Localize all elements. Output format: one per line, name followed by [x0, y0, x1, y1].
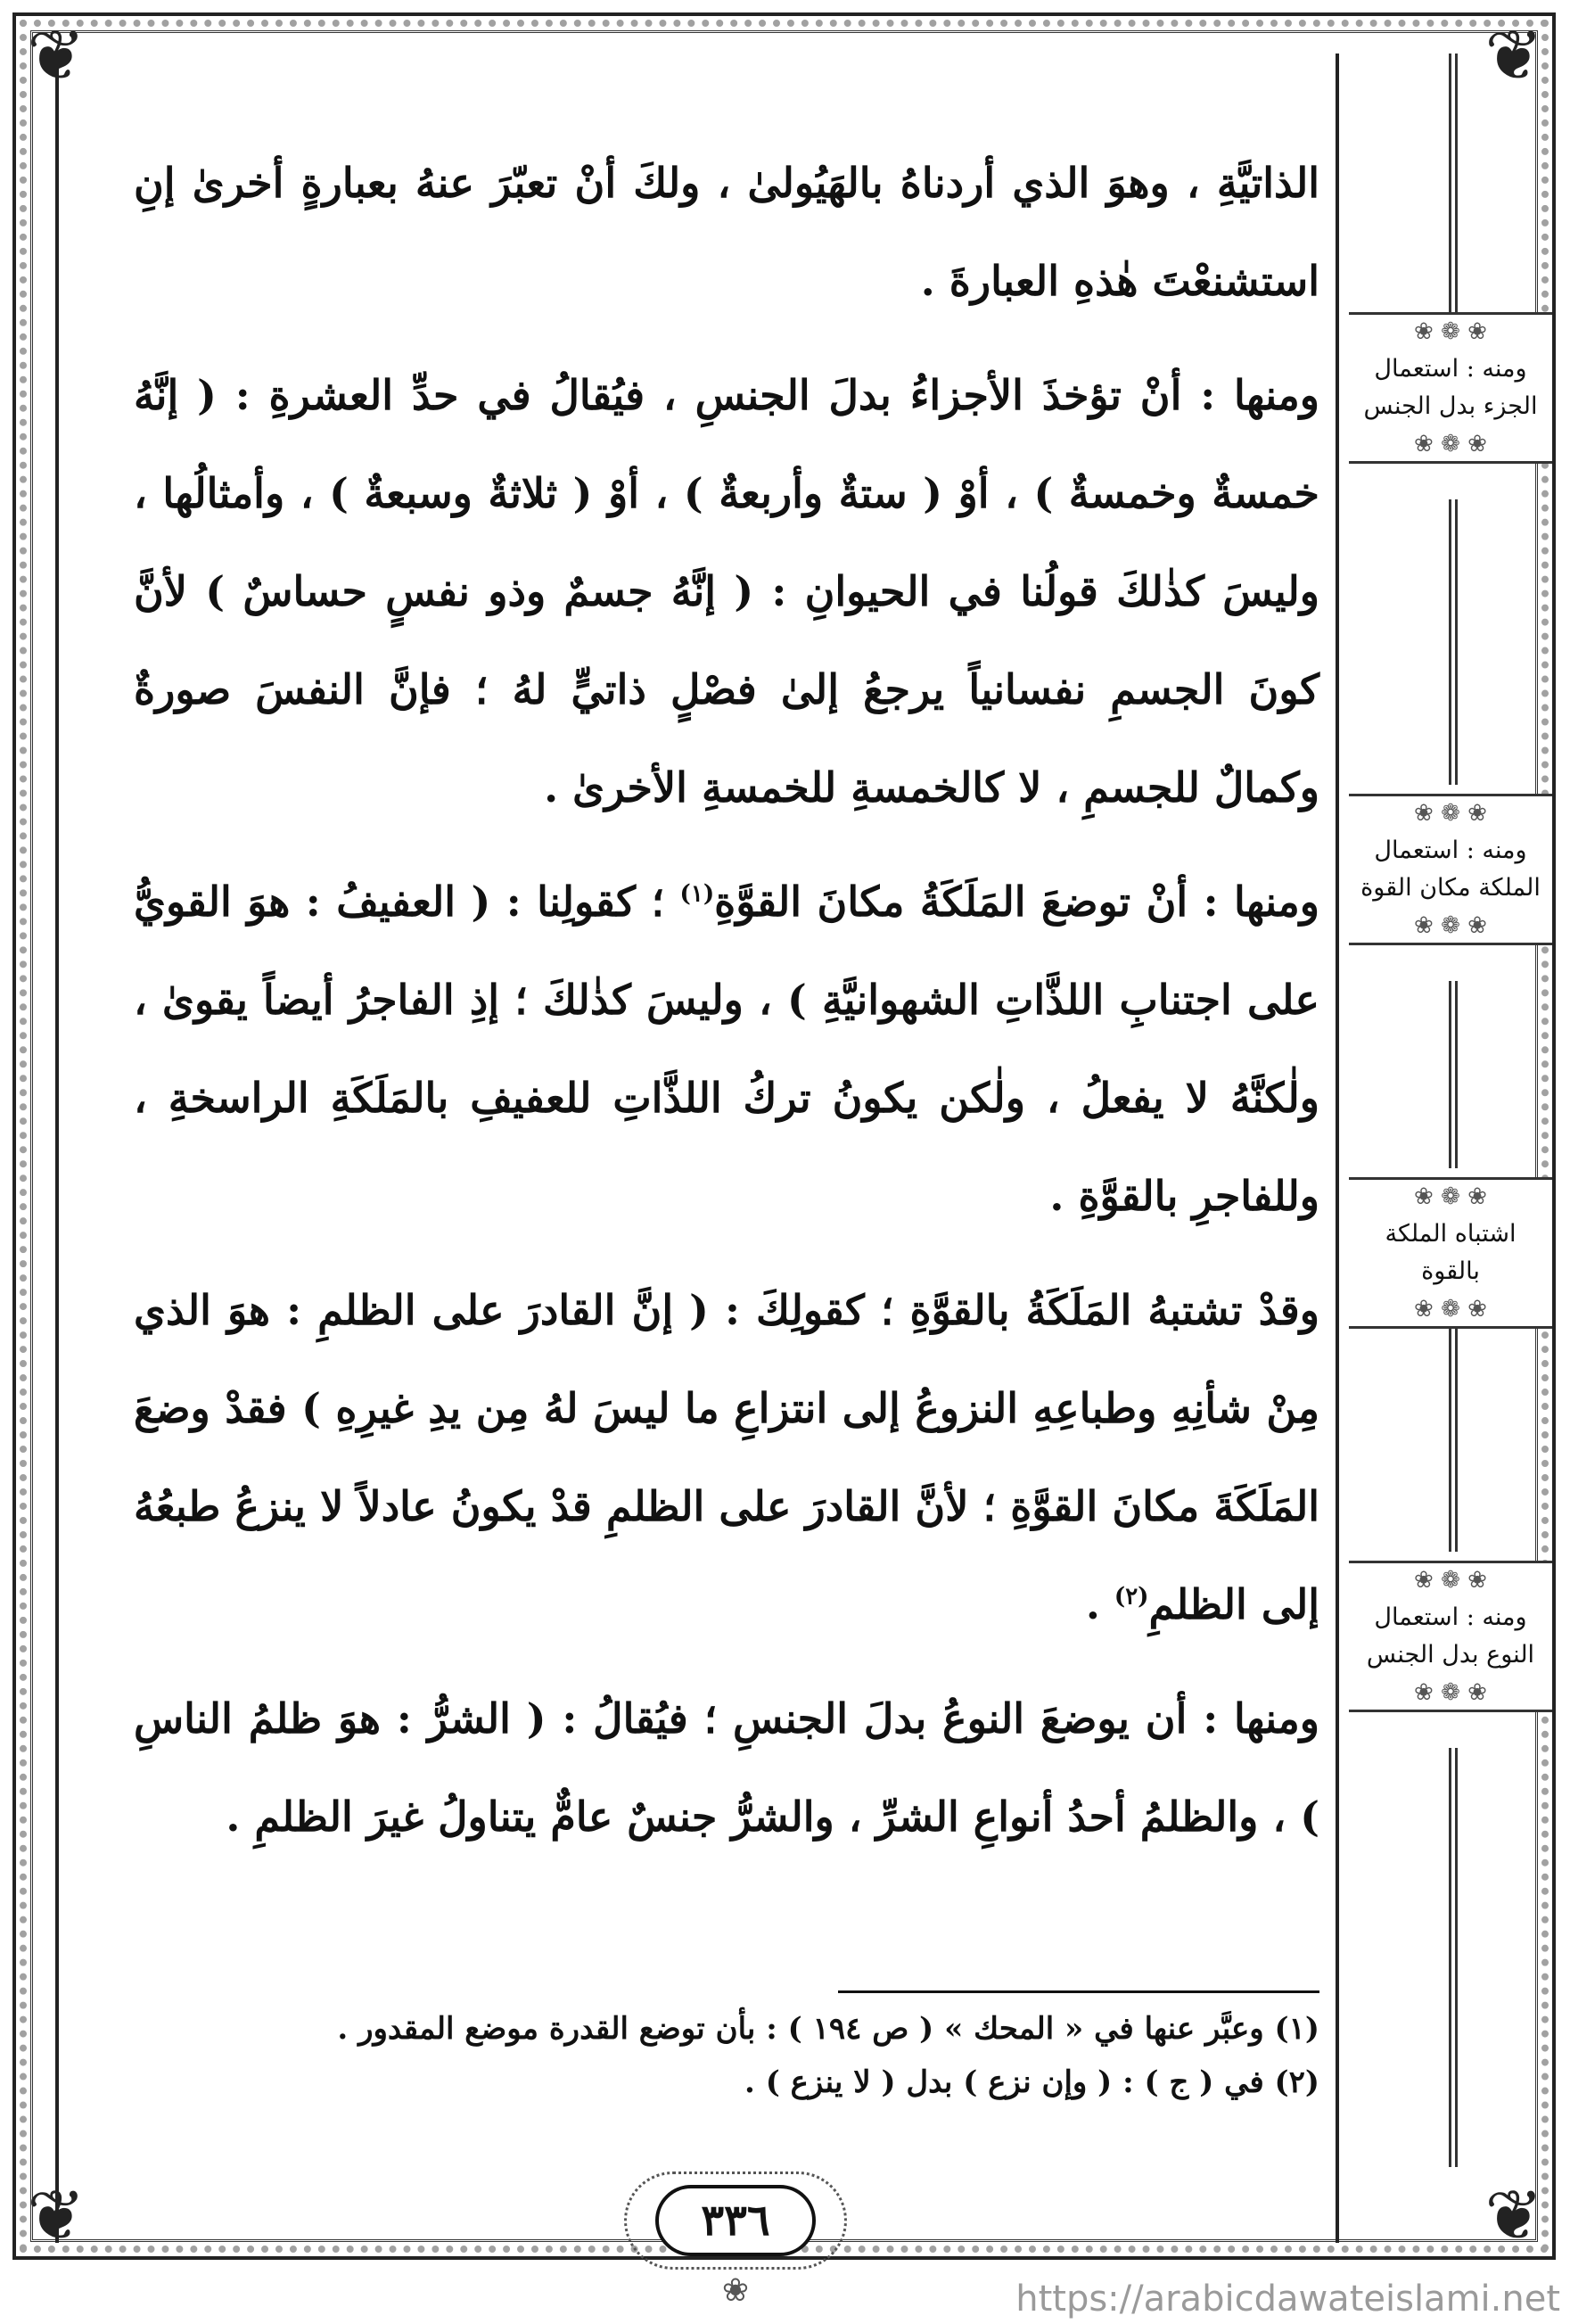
corner-ornament-icon: ❦: [27, 2176, 86, 2256]
page-number: ٣٣٦: [655, 2185, 816, 2256]
margin-note: ❀ ❁ ❀ ومنه : استعمال الجزء بدل الجنس ❀ ❁ ❀: [1349, 312, 1552, 464]
footnote-marker[interactable]: (٢): [1114, 1583, 1149, 1611]
paragraph: [134, 1261, 1319, 1653]
paragraph-text: .: [1085, 1580, 1114, 1628]
bottom-ornament-icon: ❀: [721, 2272, 750, 2309]
paragraph: ومنها : أنْ تؤخذَ الأجزاءُ بدلَ الجنسِ ، فيُقالُ في حدِّ العشرةِ : ( إنَّهُ خمسةٌ وخمسةٌ ) ، أوْ ( ستةٌ وأربعةٌ ) ، أوْ ( ثلاثةٌ وسبعةٌ ) ، وأمثالُها ، وليسَ كذٰلكَ قولُنا في الحيوانِ : ( إنَّهُ جسمٌ وذو نفسٍ حساسٌ ) لأنَّ كونَ الجسمِ نفسانياً يرجعُ إلىٰ فصْلٍ ذاتيٍّ لهُ ؛ فإنَّ النفسَ صورةٌ وكمالٌ للجسمِ ، لا كالخمسةِ للخمسةِ الأخرىٰ .: [134, 371, 1319, 812]
footnote: (١) وعبَّر عنها في « المحك » ( ص ١٩٤ ) : بأن توضع القدرة موضع المقدور .: [337, 2011, 1319, 2047]
paragraph: ومنها : أن يوضعَ النوعُ بدلَ الجنسِ ؛ فيُقالُ : ( الشرُّ : هوَ ظلمُ الناسِ ) ، والظلمُ أحدُ أنواعِ الشرِّ ، والشرُّ جنسٌ عامٌّ يتناولُ غيرَ الظلمِ .: [134, 1694, 1319, 1841]
margin-divider: [1449, 1748, 1458, 2167]
margin-notes-column: [1342, 0, 1556, 2324]
paragraph: [134, 853, 1319, 1245]
margin-divider: [1449, 1329, 1458, 1552]
margin-divider: [1449, 981, 1458, 1168]
watermark-url: https://arabicdawateislami.net: [1015, 2279, 1560, 2320]
paragraph-text: ؛ كقولِنا : ( العفيفُ : هوَ القويُّ على اجتنابِ اللذَّاتِ الشهوانيَّةِ ) ، وليسَ كذٰلكَ ؛ إذِ الفاجرُ أيضاً يقوىٰ ، ولٰكنَّهُ لا يفعلُ ، ولٰكن يكونُ تركُ اللذَّاتِ للعفيفِ بالمَلَكَةِ الراسخةِ ، وللفاجرِ بالقوَّةِ .: [134, 878, 1319, 1220]
corner-ornament-icon: ❦: [1484, 16, 1543, 96]
margin-note: ❀ ❁ ❀ اشتباه الملكة بالقوة ❀ ❁ ❀: [1349, 1177, 1552, 1329]
footnote-separator: [838, 1990, 1319, 1993]
main-text: [134, 134, 1319, 1882]
footnote: (٢) في ( ج ) : ( وإن نزع ) بدل ( لا ينزع ) .: [744, 2064, 1319, 2100]
footnotes: [134, 2002, 1319, 2109]
footnote-marker[interactable]: (١): [679, 880, 715, 908]
paragraph-text: وقدْ تشتبهُ المَلَكَةُ بالقوَّةِ ؛ كقولِكَ : ( إنَّ القادرَ على الظلمِ : هوَ الذي مِنْ شأنِهِ وطباعِهِ النزوعُ إلى انتزاعِ ما ليسَ لهُ مِن يدِ غيرِهِ ) فقدْ وضعَ المَلَكَةَ مكانَ القوَّةِ ؛ لأنَّ القادرَ على الظلمِ قدْ يكونُ عادلاً لا ينزعُ طبعُهُ إلى الظلمِ: [134, 1286, 1319, 1628]
margin-divider: [1449, 54, 1458, 312]
paragraph: الذاتيَّةِ ، وهوَ الذي أردناهُ بالهَيُولىٰ ، ولكَ أنْ تعبّرَ عنهُ بعبارةٍ أخرىٰ إنِ استشنعْتَ هٰذهِ العبارةَ .: [134, 159, 1319, 305]
margin-divider: [1449, 499, 1458, 785]
corner-ornament-icon: ❦: [1484, 2176, 1543, 2256]
margin-note: ❀ ❁ ❀ ومنه : استعمال الملكة مكان القوة ❀ ❁ ❀: [1349, 794, 1552, 945]
margin-note: ❀ ❁ ❀ ومنه : استعمال النوع بدل الجنس ❀ ❁ ❀: [1349, 1561, 1552, 1712]
paragraph-text: ومنها : أنْ توضعَ المَلَكَةُ مكانَ القوَّةِ: [714, 878, 1319, 926]
corner-ornament-icon: ❦: [27, 16, 86, 96]
